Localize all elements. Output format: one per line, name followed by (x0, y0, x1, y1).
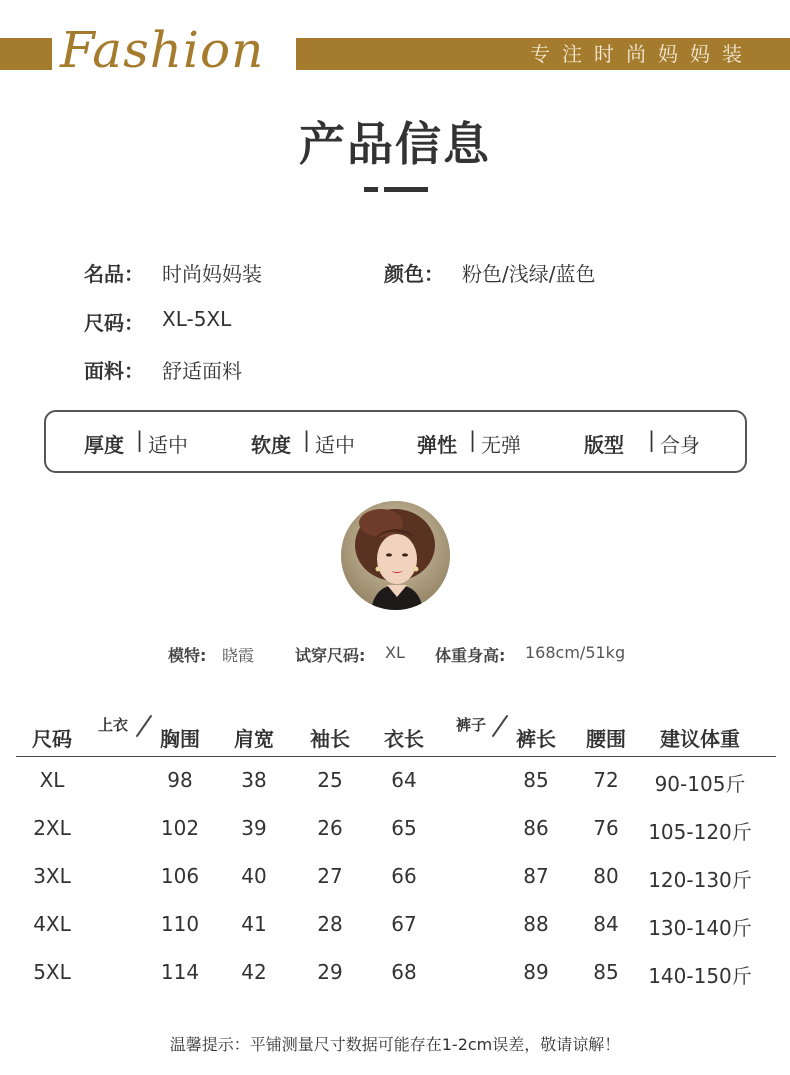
fit-label: 版型 (584, 433, 624, 457)
table-header-sleeve: 袖长 (310, 727, 350, 751)
color-label: 颜色： (384, 262, 444, 286)
cell-weight: 130-140斤 (648, 916, 752, 940)
cell-pants-length: 86 (523, 816, 549, 840)
cell-waist: 72 (593, 768, 619, 792)
cell-waist: 84 (593, 912, 619, 936)
cell-pants-length: 85 (523, 768, 549, 792)
banner-title: Fashion (60, 21, 265, 79)
softness-value: 适中 (315, 433, 355, 457)
cell-sleeve: 26 (317, 816, 343, 840)
cell-weight: 90-105斤 (654, 772, 746, 796)
cell-size: XL (39, 768, 65, 792)
cell-shoulder: 40 (241, 864, 267, 888)
thickness-value: 适中 (148, 433, 188, 457)
fit-separator: | (648, 428, 656, 452)
cell-size: 3XL (33, 864, 71, 888)
model-size-label: 试穿尺码: (295, 646, 366, 665)
model-body-value: 168cm/51kg (525, 643, 626, 662)
cell-weight: 105-120斤 (648, 820, 752, 844)
cell-waist: 85 (593, 960, 619, 984)
cell-sleeve: 28 (317, 912, 343, 936)
table-header-waist: 腰围 (586, 727, 626, 751)
elasticity-label: 弹性 (417, 433, 457, 457)
table-header-shoulder: 肩宽 (234, 727, 274, 751)
cell-chest: 102 (160, 816, 200, 840)
table-header-pants-length: 裤长 (516, 727, 556, 751)
thickness-separator: | (136, 428, 144, 452)
cell-pants-length: 87 (523, 864, 549, 888)
cell-waist: 80 (593, 864, 619, 888)
cell-shoulder: 42 (241, 960, 267, 984)
cell-shoulder: 41 (241, 912, 267, 936)
cell-sleeve: 27 (317, 864, 343, 888)
cell-chest: 106 (160, 864, 200, 888)
cell-pants-length: 88 (523, 912, 549, 936)
elasticity-value: 无弹 (481, 433, 521, 457)
name-value: 时尚妈妈装 (162, 262, 262, 286)
title-decoration-short (364, 187, 378, 192)
banner-slogan: 专注时尚妈妈装 (530, 42, 754, 66)
cell-pants-length: 89 (523, 960, 549, 984)
cell-length: 64 (391, 768, 417, 792)
model-name-label: 模特: (168, 646, 207, 665)
banner-left-bar (0, 38, 52, 70)
fabric-value: 舒适面料 (162, 359, 242, 383)
fabric-label: 面料： (84, 359, 144, 383)
cell-size: 2XL (33, 816, 71, 840)
color-value: 粉色/浅绿/蓝色 (462, 262, 596, 286)
cell-sleeve: 25 (317, 768, 343, 792)
cell-shoulder: 39 (241, 816, 267, 840)
title-decoration-long (384, 187, 428, 192)
cell-chest: 110 (160, 912, 200, 936)
cell-shoulder: 38 (241, 768, 267, 792)
cell-length: 65 (391, 816, 417, 840)
cell-weight: 120-130斤 (648, 868, 752, 892)
cell-waist: 76 (593, 816, 619, 840)
size-label: 尺码： (84, 311, 144, 335)
softness-label: 软度 (251, 433, 291, 457)
model-size-value: XL (385, 643, 405, 662)
table-header-size: 尺码 (32, 727, 72, 751)
table-group-pants: 裤子 (456, 716, 487, 734)
thickness-label: 厚度 (84, 433, 124, 457)
model-avatar (341, 501, 450, 610)
cell-sleeve: 29 (317, 960, 343, 984)
section-title: 产品信息 (299, 117, 491, 171)
size-value: XL-5XL (162, 307, 232, 331)
cell-length: 66 (391, 864, 417, 888)
cell-length: 68 (391, 960, 417, 984)
footer-note: 温馨提示：平铺测量尺寸数据可能存在1-2cm误差，敬请谅解！ (169, 1035, 621, 1054)
table-group-top: 上衣 (98, 716, 129, 734)
table-header-length: 衣长 (384, 727, 424, 751)
name-label: 名品： (84, 262, 144, 286)
fit-value: 合身 (660, 433, 700, 457)
table-header-weight: 建议体重 (660, 727, 740, 751)
cell-chest: 114 (160, 960, 200, 984)
cell-length: 67 (391, 912, 417, 936)
table-header-rule (16, 756, 776, 757)
model-body-label: 体重身高: (435, 646, 506, 665)
cell-size: 5XL (33, 960, 71, 984)
cell-chest: 98 (167, 768, 193, 792)
model-portrait-icon (341, 501, 450, 610)
table-header-chest: 胸围 (160, 727, 200, 751)
model-name-value: 晓霞 (222, 646, 255, 665)
softness-separator: | (303, 428, 311, 452)
cell-size: 4XL (33, 912, 71, 936)
elasticity-separator: | (469, 428, 477, 452)
cell-weight: 140-150斤 (648, 964, 752, 988)
